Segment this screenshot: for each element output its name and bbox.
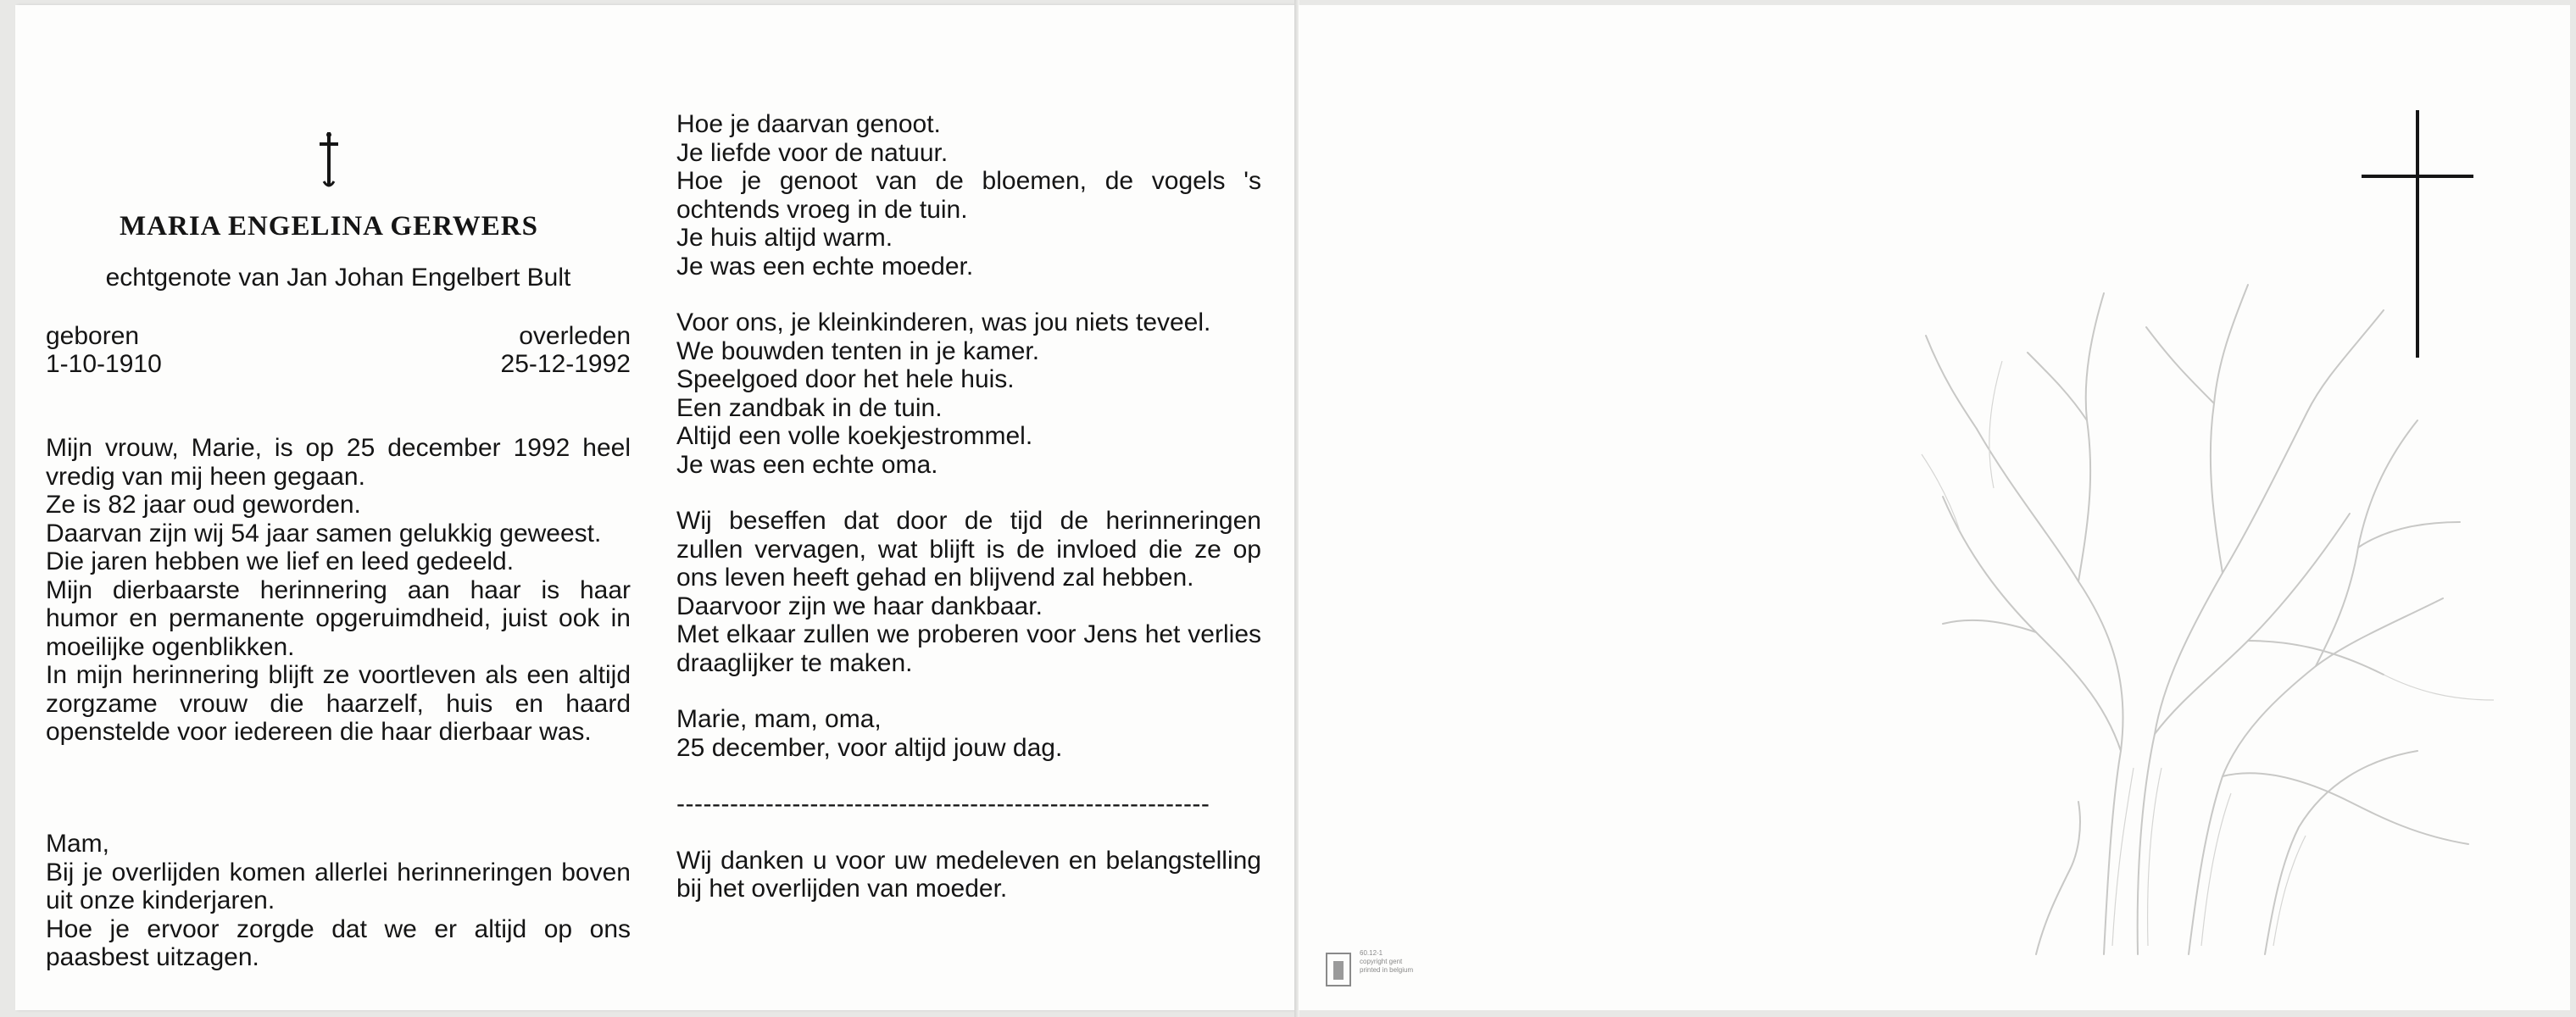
text-line: Je was een echte oma. — [676, 450, 938, 479]
text-line: Je huis altijd warm. — [676, 224, 893, 252]
body-paragraph-4 — [676, 308, 1261, 479]
text-line: We bouwden tenten in je kamer. — [676, 336, 1040, 365]
signature-block — [676, 705, 1261, 762]
text-line: In mijn herinnering blijft ze voortleven als een altijd zorgzame vrouw die haarzelf, huis en haard openstelde voor iedereen die haar dierbaar was. — [46, 661, 631, 746]
body-paragraph-3 — [676, 110, 1261, 281]
thanks-text: Wij danken u voor uw medeleven en belangstelling bij het overlijden van moeder. — [676, 846, 1261, 903]
text-line: Mijn vrouw, Marie, is op 25 december 1992 heel vredig van mij heen gegaan. — [46, 434, 631, 491]
spouse-line: echtgenote van Jan Johan Engelbert Bult — [105, 264, 571, 292]
died-date: 25-12-1992 — [500, 350, 631, 378]
card-right-panel — [1299, 5, 2570, 1010]
text-line: Een zandbak in de tuin. — [676, 393, 943, 422]
text-line: Speelgoed door het hele huis. — [676, 365, 1015, 393]
text-line: Met elkaar zullen we proberen voor Jens het verlies draaglijker te maken. — [676, 620, 1261, 677]
card-left-panel — [15, 5, 1295, 1010]
mam-heading: Mam, — [46, 830, 109, 858]
text-line: Ze is 82 jaar oud geworden. — [46, 491, 361, 519]
text-line: Hoe je daarvan genoot. — [676, 110, 941, 138]
text-line: Bij je overlijden komen allerlei herinneringen boven uit onze kinderjaren. — [46, 858, 631, 914]
text-line: Hoe je genoot van de bloemen, de vogels 's ochtends vroeg in de tuin. — [676, 167, 1261, 224]
born-date: 1-10-1910 — [46, 350, 162, 378]
born-label: geboren — [46, 322, 140, 350]
printer-logo-icon — [1324, 951, 1353, 988]
text-line: Daarvan zijn wij 54 jaar samen gelukkig geweest. — [46, 519, 602, 547]
printer-mark — [1360, 949, 1413, 975]
text-line: Mijn dierbaarste herinnering aan haar is haar humor en permanente opgeruimdheid, juist ook in moeilijke ogenblikken. — [46, 575, 631, 661]
signature-line: Marie, mam, oma, — [676, 705, 882, 733]
text-line: Voor ons, je kleinkinderen, was jou niets teveel. — [676, 308, 1211, 336]
small-cross-icon — [312, 131, 346, 190]
printer-mark-line: copyright gent — [1360, 958, 1403, 965]
printer-mark-line: 60.12-1 — [1360, 949, 1383, 957]
text-line: Altijd een volle koekjestrommel. — [676, 422, 1033, 450]
signature-line: 25 december, voor altijd jouw dag. — [676, 733, 1063, 762]
text-line: Wij beseffen dat door de tijd de herinneringen zullen vervagen, wat blijft is de invloed die ze op ons leven heeft gehad en blijvend zal hebben. — [676, 507, 1261, 592]
body-paragraph-2 — [46, 830, 631, 972]
text-line: Daarvoor zijn we haar dankbaar. — [676, 592, 1043, 620]
died-label: overleden — [519, 322, 631, 350]
right-text-column — [676, 110, 1261, 903]
text-line: Je liefde voor de natuur. — [676, 138, 949, 167]
deceased-name: MARIA ENGELINA GERWERS — [120, 211, 538, 242]
body-paragraph-5 — [676, 507, 1261, 677]
text-line: Je was een echte moeder. — [676, 252, 974, 281]
pencil-sketch-trees — [1909, 276, 2502, 971]
text-line: Hoe je ervoor zorgde dat we er altijd op ons paasbest uitzagen. — [46, 914, 631, 971]
separator-line: ------------------------------------------------------------ — [676, 790, 1210, 818]
body-paragraph-1 — [46, 434, 631, 747]
printer-mark-line: printed in belgium — [1360, 966, 1414, 974]
text-line: Die jaren hebben we lief en leed gedeeld. — [46, 547, 515, 575]
